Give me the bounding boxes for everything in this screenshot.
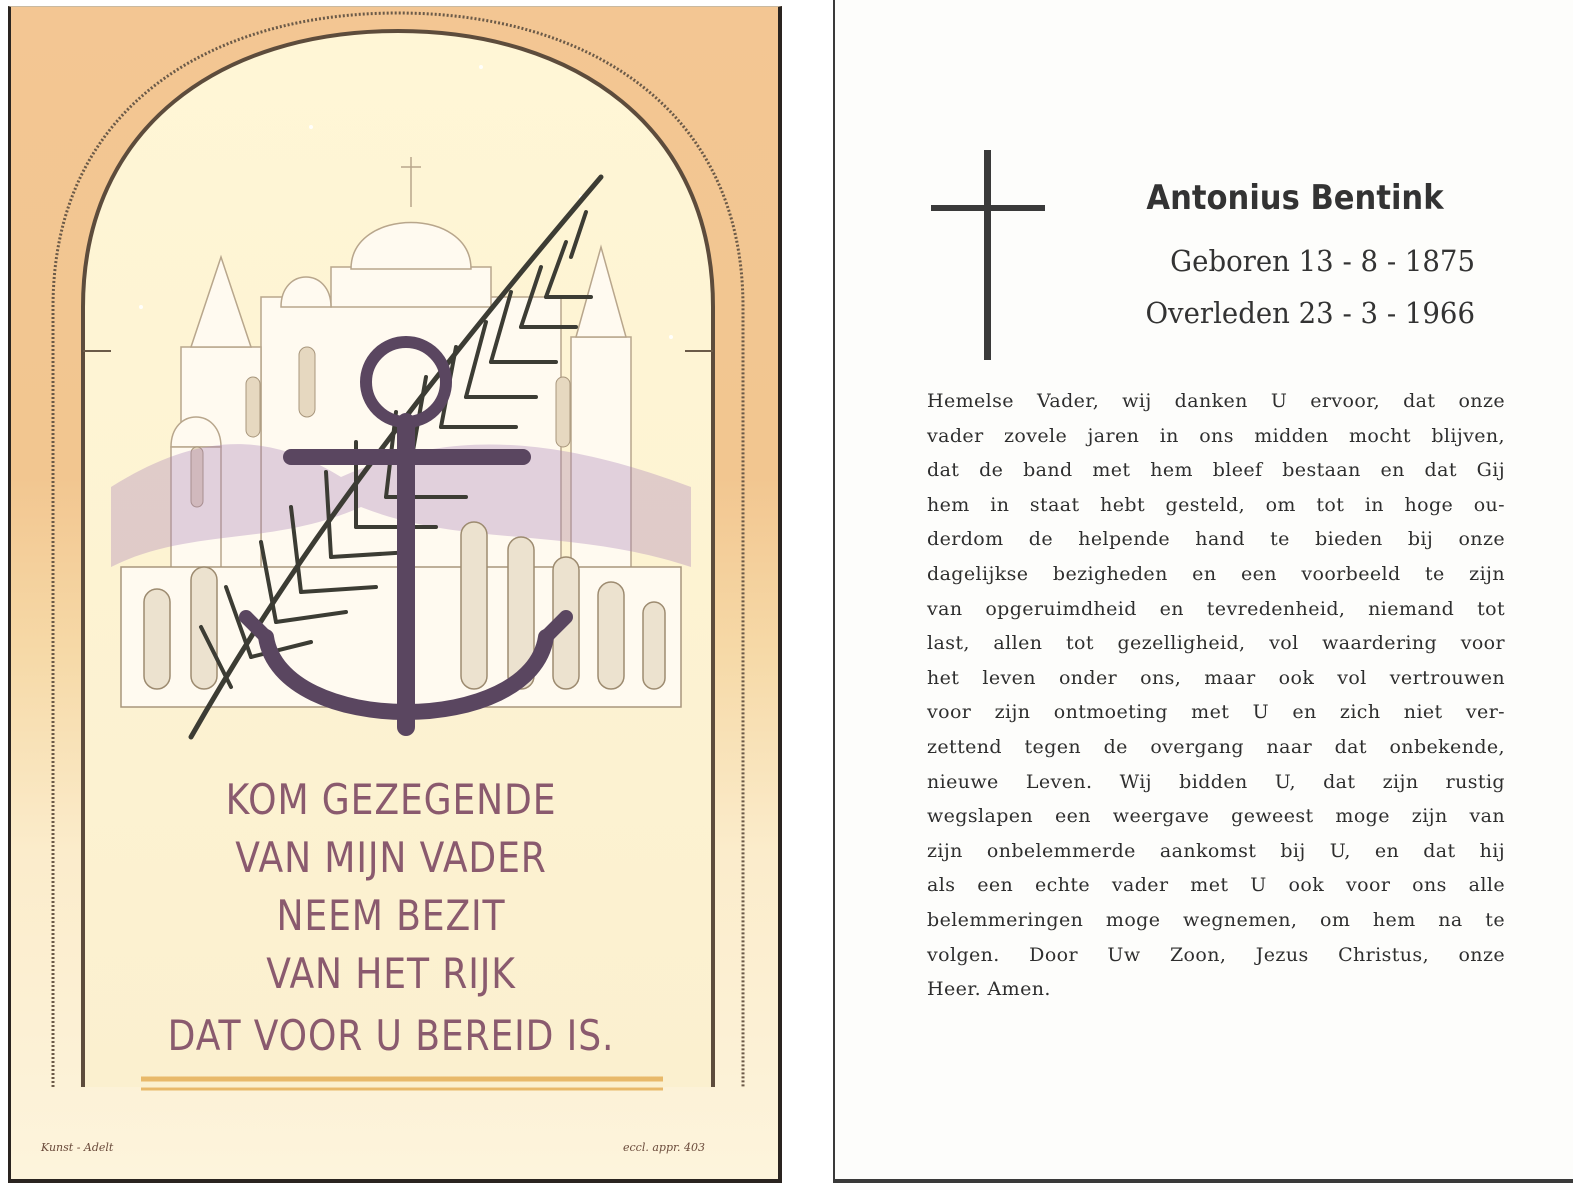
prayer-line: zijn onbelemmerde aankomst bij U, en dat hij bbox=[927, 839, 1505, 862]
prayer-line: wegslapen een weergave geweest moge zijn van bbox=[927, 805, 1505, 828]
prayer-line: voor zijn ontmoeting met U en zich niet ver- bbox=[927, 701, 1505, 724]
prayer-line: Hemelse Vader, wij danken U ervoor, dat onze bbox=[927, 390, 1505, 412]
prayer-line: hem in staat hebt gesteld, om tot in hoge ou- bbox=[927, 493, 1505, 516]
prayer-line: dat de band met hem bleef bestaan en dat Gij bbox=[927, 459, 1505, 482]
death-date: Overleden 23 - 3 - 1966 bbox=[1145, 296, 1475, 330]
prayer-line: last, allen tot gezelligheid, vol waardering voor bbox=[927, 632, 1505, 655]
prayer-line: van opgeruimdheid en tevredenheid, niemand tot bbox=[927, 597, 1505, 620]
approval-number: eccl. appr. 403 bbox=[623, 1141, 706, 1154]
prayer-line: zettend tegen de overgang naar dat onbekende, bbox=[927, 735, 1505, 758]
verse-line-1: KOM GEZEGENDE bbox=[225, 775, 557, 824]
prayer-line: nieuwe Leven. Wij bidden U, dat zijn rustig bbox=[927, 770, 1505, 793]
memorial-card-front bbox=[8, 6, 782, 1183]
verse-line-4: VAN HET RIJK bbox=[266, 949, 516, 998]
deceased-name: Antonius Bentink bbox=[1146, 178, 1444, 218]
prayer-line: volgen. Door Uw Zoon, Jezus Christus, onze bbox=[927, 943, 1505, 966]
prayer-line: als een echte vader met U ook voor ons alle bbox=[927, 874, 1505, 897]
birth-date: Geboren 13 - 8 - 1875 bbox=[1170, 244, 1475, 278]
prayer-line: het leven onder ons, maar ook vol vertrouwen bbox=[927, 666, 1505, 689]
verse-line-3: NEEM BEZIT bbox=[276, 891, 506, 940]
verse-line-2: VAN MIJN VADER bbox=[235, 833, 547, 882]
prayer-line: belemmeringen moge wegnemen, om hem na te bbox=[927, 908, 1505, 931]
illustration-anchor-palm-city bbox=[11, 7, 782, 1183]
prayer-line: derdom de helpende hand te bieden bij onze bbox=[927, 528, 1505, 551]
memorial-prayer bbox=[927, 384, 1505, 1007]
prayer-line: Heer. Amen. bbox=[927, 978, 1051, 1001]
memorial-card-back bbox=[833, 0, 1573, 1183]
prayer-line: vader zovele jaren in ons midden mocht blijven, bbox=[927, 424, 1505, 447]
verse-line-5: DAT VOOR U BEREID IS. bbox=[167, 1011, 615, 1060]
prayer-line: dagelijkse bezigheden en een voorbeeld te zijn bbox=[927, 562, 1505, 585]
publisher-credit: Kunst - Adelt bbox=[41, 1141, 114, 1154]
